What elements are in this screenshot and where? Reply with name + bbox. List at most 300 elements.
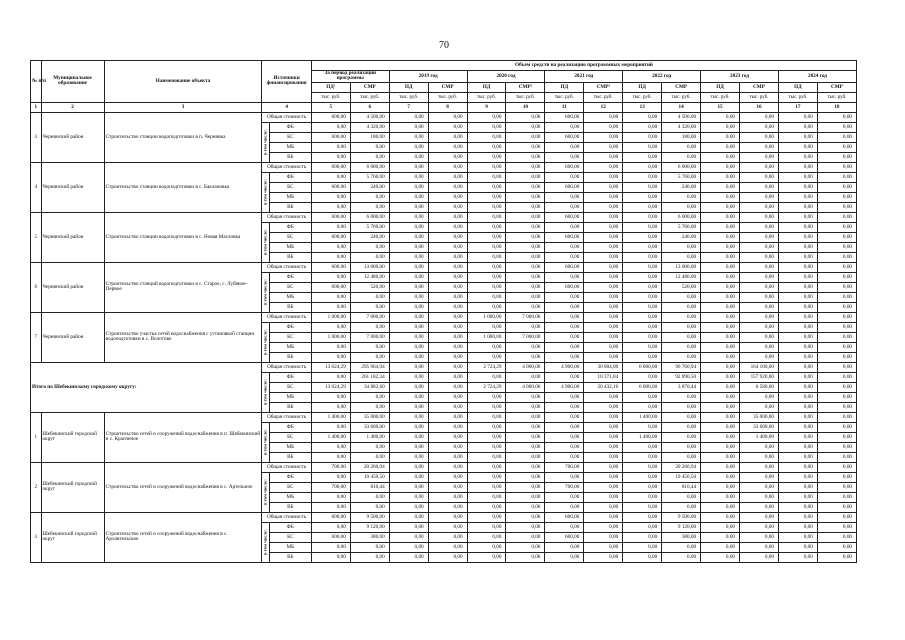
value-cell: 0,00	[467, 212, 506, 222]
value-cell: 0,00	[817, 482, 856, 492]
value-cell: 0,00	[584, 302, 623, 312]
pd-smr-header: ПД	[467, 82, 506, 92]
total-cost-label: Общая стоимость	[262, 512, 311, 522]
source-label: ВБ	[269, 152, 311, 162]
value-cell: 0,00	[389, 422, 428, 432]
value-cell: 0,00	[467, 482, 506, 492]
object-name: Строительство станции водоподготовки в п. Чернянка	[104, 112, 262, 162]
value-cell: 157 920,00	[740, 372, 779, 382]
value-cell: 0,00	[623, 182, 662, 192]
value-cell: 0,00	[389, 252, 428, 262]
value-cell: 0,00	[740, 222, 779, 232]
value-cell: 0,00	[389, 412, 428, 422]
pd-smr-header: СМР	[428, 82, 467, 92]
value-cell: 0,00	[584, 312, 623, 322]
value-cell: 0,00	[506, 342, 545, 352]
value-cell: 0,00	[311, 492, 350, 502]
year-header: 2022 год	[623, 71, 701, 83]
value-cell: 0,00	[778, 232, 817, 242]
value-cell: 0,00	[467, 262, 506, 272]
value-cell: 0,00	[817, 412, 856, 422]
value-cell: 600,00	[545, 232, 584, 242]
value-cell: 0,00	[817, 202, 856, 212]
units-header: тыс. руб.	[545, 92, 584, 102]
value-cell: 600,00	[311, 282, 350, 292]
value-cell: 0,00	[701, 472, 740, 482]
value-cell: 4 320,00	[662, 122, 701, 132]
value-cell: 0,00	[701, 502, 740, 512]
value-cell: 0,00	[662, 442, 701, 452]
value-cell: 0,00	[584, 222, 623, 232]
value-cell: 0,00	[740, 402, 779, 412]
value-cell: 0,00	[545, 142, 584, 152]
value-cell: 0,00	[467, 392, 506, 402]
value-cell: 0,00	[740, 162, 779, 172]
value-cell: 0,00	[623, 282, 662, 292]
value-cell: 0,00	[506, 402, 545, 412]
source-label: БС	[269, 132, 311, 142]
value-cell: 0,00	[817, 272, 856, 282]
value-cell: 0,00	[506, 522, 545, 532]
value-cell: 0,00	[584, 352, 623, 362]
value-cell: 0,00	[506, 292, 545, 302]
value-cell: 0,00	[623, 542, 662, 552]
value-cell: 0,00	[662, 342, 701, 352]
table-row	[31, 462, 857, 472]
value-cell: 0,00	[545, 242, 584, 252]
value-cell: 0,00	[662, 242, 701, 252]
value-cell: 0,00	[623, 132, 662, 142]
value-cell: 0,00	[778, 282, 817, 292]
value-cell: 0,00	[389, 202, 428, 212]
value-cell: 0,00	[817, 532, 856, 542]
value-cell: 0,00	[778, 322, 817, 332]
value-cell: 0,00	[428, 352, 467, 362]
value-cell: 1 400,00	[740, 432, 779, 442]
municipality-name: Шебекинский городской округ	[41, 512, 104, 562]
value-cell: 0,00	[428, 472, 467, 482]
value-cell: 0,00	[389, 332, 428, 342]
value-cell: 0,00	[506, 262, 545, 272]
value-cell: 0,00	[467, 472, 506, 482]
value-cell: 0,00	[389, 372, 428, 382]
object-name: Строительство сетей и сооружений водоснабжения в с. Архангельское	[104, 512, 262, 562]
value-cell: 380,00	[662, 532, 701, 542]
value-cell: 0,00	[389, 212, 428, 222]
value-cell: 0,00	[389, 452, 428, 462]
value-cell: 0,00	[311, 242, 350, 252]
source-label: МБ	[269, 192, 311, 202]
source-label: БС	[269, 482, 311, 492]
value-cell: 0,00	[389, 112, 428, 122]
value-cell: 0,00	[740, 512, 779, 522]
value-cell: 0,00	[817, 232, 856, 242]
row-number: 3	[31, 112, 42, 162]
value-cell: 0,00	[428, 202, 467, 212]
value-cell: 0,00	[778, 472, 817, 482]
value-cell: 0,00	[623, 452, 662, 462]
column-index-cell: 5	[311, 102, 350, 112]
value-cell: 0,00	[778, 262, 817, 272]
value-cell: 0,00	[467, 542, 506, 552]
value-cell: 0,00	[662, 502, 701, 512]
pd-smr-header: ПД	[389, 82, 428, 92]
value-cell: 240,00	[662, 182, 701, 192]
value-cell: 295 664,94	[350, 362, 389, 372]
value-cell: 0,00	[740, 342, 779, 352]
value-cell: 0,00	[311, 302, 350, 312]
col-number-header: № п/п	[31, 61, 42, 103]
value-cell: 0,00	[506, 212, 545, 222]
value-cell: 0,00	[467, 132, 506, 142]
value-cell: 0,00	[623, 472, 662, 482]
value-cell: 0,00	[701, 362, 740, 372]
value-cell: 0,00	[623, 322, 662, 332]
value-cell: 0,00	[701, 352, 740, 362]
value-cell: 4 000,00	[506, 362, 545, 372]
value-cell: 3 870,44	[662, 382, 701, 392]
pd-smr-header: СМР	[662, 82, 701, 92]
value-cell: 6 580,00	[740, 382, 779, 392]
value-cell: 0,00	[623, 112, 662, 122]
value-cell: 0,00	[778, 422, 817, 432]
value-cell: 0,00	[740, 552, 779, 562]
value-cell: 0,00	[584, 332, 623, 342]
value-cell: 0,00	[740, 282, 779, 292]
value-cell: 0,00	[506, 132, 545, 142]
value-cell: 6 000,00	[662, 162, 701, 172]
value-cell: 0,00	[740, 182, 779, 192]
value-cell: 0,00	[623, 262, 662, 272]
value-cell: 0,00	[701, 172, 740, 182]
value-cell: 0,00	[623, 222, 662, 232]
value-cell: 0,00	[778, 522, 817, 532]
value-cell: 0,00	[662, 152, 701, 162]
value-cell: 0,00	[506, 232, 545, 242]
value-cell: 0,00	[817, 322, 856, 332]
value-cell: 0,00	[545, 192, 584, 202]
table-row	[31, 162, 857, 172]
row-number: 1	[31, 412, 42, 462]
municipality-name: Шебекинский городской округ	[41, 412, 104, 462]
value-cell: 0,00	[817, 352, 856, 362]
value-cell: 0,00	[389, 182, 428, 192]
value-cell: 0,00	[817, 262, 856, 272]
value-cell: 0,00	[389, 342, 428, 352]
value-cell: 0,00	[817, 402, 856, 412]
value-cell: 0,00	[701, 332, 740, 342]
value-cell: 0,00	[350, 192, 389, 202]
value-cell: 0,00	[350, 242, 389, 252]
value-cell: 0,00	[817, 542, 856, 552]
source-label: МБ	[269, 142, 311, 152]
source-label: ФБ	[269, 422, 311, 432]
value-cell: 20 260,94	[350, 462, 389, 472]
value-cell: 0,00	[778, 242, 817, 252]
value-cell: 0,00	[467, 232, 506, 242]
value-cell: 0,00	[584, 132, 623, 142]
source-label: МБ	[269, 442, 311, 452]
value-cell: 0,00	[817, 342, 856, 352]
value-cell: 0,00	[428, 462, 467, 472]
value-cell: 0,00	[584, 512, 623, 522]
value-cell: 0,00	[389, 552, 428, 562]
table-row	[31, 312, 857, 322]
source-label: БС	[269, 232, 311, 242]
value-cell: 0,00	[467, 162, 506, 172]
value-cell: 34 882,60	[350, 382, 389, 392]
value-cell: 0,00	[701, 252, 740, 262]
value-cell: 0,00	[428, 222, 467, 232]
including-label: в том числе:	[262, 222, 269, 262]
value-cell: 0,00	[389, 122, 428, 132]
value-cell: 4 500,00	[350, 112, 389, 122]
value-cell: 0,00	[545, 342, 584, 352]
value-cell: 0,00	[506, 112, 545, 122]
value-cell: 20 432,16	[584, 382, 623, 392]
value-cell: 600,00	[311, 162, 350, 172]
value-cell: 0,00	[740, 132, 779, 142]
value-cell: 0,00	[506, 142, 545, 152]
value-cell: 0,00	[506, 352, 545, 362]
value-cell: 1 000,00	[467, 332, 506, 342]
municipality-name: Чернянский район	[41, 262, 104, 312]
value-cell: 1 000,00	[311, 332, 350, 342]
value-cell: 0,00	[389, 322, 428, 332]
value-cell: 0,00	[778, 392, 817, 402]
value-cell: 240,00	[662, 232, 701, 242]
value-cell: 0,00	[701, 452, 740, 462]
value-cell: 0,00	[778, 122, 817, 132]
units-header: тыс. руб.	[817, 92, 856, 102]
value-cell: 0,00	[467, 302, 506, 312]
value-cell: 0,00	[506, 472, 545, 482]
value-cell: 0,00	[428, 502, 467, 512]
value-cell: 0,00	[817, 362, 856, 372]
value-cell: 0,00	[467, 112, 506, 122]
object-name: Строительство сетей и сооружений водоснабжения в п. Шебекинский и с. Красненое	[104, 412, 262, 462]
subtotal-label: Итого по Шебекинскому городскому округу:	[31, 362, 262, 412]
value-cell: 0,00	[817, 372, 856, 382]
value-cell: 0,00	[545, 332, 584, 342]
value-cell: 0,00	[428, 512, 467, 522]
value-cell: 0,00	[740, 532, 779, 542]
value-cell: 0,00	[545, 522, 584, 532]
col-municipality-header: Муниципальное образование	[41, 61, 104, 103]
total-cost-label: Общая стоимость	[262, 212, 311, 222]
column-index-cell: 8	[428, 102, 467, 112]
value-cell: 0,00	[467, 202, 506, 212]
value-cell: 0,00	[506, 162, 545, 172]
value-cell: 0,00	[740, 122, 779, 132]
value-cell: 0,00	[389, 542, 428, 552]
value-cell: 0,00	[389, 132, 428, 142]
value-cell: 0,00	[623, 352, 662, 362]
value-cell: 0,00	[701, 392, 740, 402]
value-cell: 0,00	[701, 232, 740, 242]
value-cell: 240,00	[350, 182, 389, 192]
value-cell: 0,00	[778, 372, 817, 382]
value-cell: 0,00	[817, 142, 856, 152]
value-cell: 0,00	[778, 252, 817, 262]
value-cell: 0,00	[584, 412, 623, 422]
value-cell: 240,00	[350, 232, 389, 242]
value-cell: 12 480,00	[662, 272, 701, 282]
value-cell: 0,00	[701, 282, 740, 292]
value-cell: 0,00	[701, 162, 740, 172]
value-cell: 0,00	[817, 512, 856, 522]
value-cell: 9 500,00	[350, 512, 389, 522]
value-cell: 0,00	[545, 422, 584, 432]
value-cell: 600,00	[545, 212, 584, 222]
table-row	[31, 412, 857, 422]
object-name: Строительство станции водоподготовки в с. Баклановка	[104, 162, 262, 212]
value-cell: 0,00	[701, 542, 740, 552]
value-cell: 600,00	[545, 182, 584, 192]
value-cell: 0,00	[545, 152, 584, 162]
value-cell: 0,00	[506, 222, 545, 232]
source-label: ВБ	[269, 452, 311, 462]
value-cell: 12 480,00	[350, 272, 389, 282]
value-cell: 0,00	[817, 442, 856, 452]
table-body	[31, 112, 857, 562]
pd-smr-header: ПД	[778, 82, 817, 92]
value-cell: 0,00	[506, 492, 545, 502]
value-cell: 0,00	[467, 192, 506, 202]
value-cell: 5 760,00	[350, 222, 389, 232]
value-cell: 0,00	[701, 432, 740, 442]
value-cell: 0,00	[778, 342, 817, 352]
value-cell: 0,00	[701, 262, 740, 272]
value-cell: 0,00	[701, 482, 740, 492]
value-cell: 0,00	[584, 162, 623, 172]
value-cell: 0,00	[778, 462, 817, 472]
value-cell: 600,00	[311, 112, 350, 122]
value-cell: 7 000,00	[350, 332, 389, 342]
value-cell: 0,00	[389, 462, 428, 472]
value-cell: 0,00	[428, 362, 467, 372]
value-cell: 0,00	[545, 552, 584, 562]
value-cell: 700,00	[545, 462, 584, 472]
value-cell: 0,00	[701, 402, 740, 412]
value-cell: 0,00	[817, 252, 856, 262]
value-cell: 0,00	[545, 292, 584, 302]
value-cell: 0,00	[623, 502, 662, 512]
value-cell: 0,00	[467, 172, 506, 182]
value-cell: 0,00	[389, 492, 428, 502]
value-cell: 0,00	[428, 522, 467, 532]
value-cell: 0,00	[311, 502, 350, 512]
value-cell: 180,00	[662, 132, 701, 142]
source-label: МБ	[269, 392, 311, 402]
value-cell: 0,00	[506, 392, 545, 402]
value-cell: 0,00	[701, 202, 740, 212]
value-cell: 0,00	[584, 112, 623, 122]
value-cell: 0,00	[467, 152, 506, 162]
value-cell: 0,00	[428, 122, 467, 132]
value-cell: 0,00	[311, 402, 350, 412]
year-header: 2023 год	[701, 71, 779, 83]
value-cell: 0,00	[817, 172, 856, 182]
col-object-header: Наименование объекта	[104, 61, 262, 103]
value-cell: 0,00	[817, 522, 856, 532]
pd-smr-header: СМР	[350, 82, 389, 92]
value-cell: 0,00	[467, 292, 506, 302]
value-cell: 0,00	[817, 552, 856, 562]
value-cell: 0,00	[467, 252, 506, 262]
column-index-cell: 2	[41, 102, 104, 112]
value-cell: 0,00	[701, 192, 740, 202]
page-number: 70	[439, 40, 449, 51]
value-cell: 0,00	[506, 302, 545, 312]
value-cell: 0,00	[623, 232, 662, 242]
value-cell: 0,00	[467, 182, 506, 192]
value-cell: 0,00	[506, 252, 545, 262]
municipality-name: Чернянский район	[41, 312, 104, 362]
table-row	[31, 112, 857, 122]
value-cell: 0,00	[584, 232, 623, 242]
value-cell: 0,00	[623, 122, 662, 132]
value-cell: 0,00	[428, 452, 467, 462]
value-cell: 0,00	[740, 292, 779, 302]
value-cell: 0,00	[350, 402, 389, 412]
value-cell: 0,00	[506, 552, 545, 562]
value-cell: 0,00	[740, 202, 779, 212]
value-cell: 0,00	[662, 352, 701, 362]
value-cell: 0,00	[662, 322, 701, 332]
municipality-name: Чернянский район	[41, 112, 104, 162]
units-header: тыс. руб.	[662, 92, 701, 102]
group-title-header: Объем средств на реализацию программных мероприятий	[311, 61, 856, 71]
value-cell: 0,00	[545, 202, 584, 212]
value-cell: 0,00	[545, 372, 584, 382]
value-cell: 0,00	[817, 282, 856, 292]
value-cell: 0,00	[584, 432, 623, 442]
value-cell: 0,00	[389, 442, 428, 452]
value-cell: 0,00	[428, 272, 467, 282]
value-cell: 0,00	[584, 462, 623, 472]
value-cell: 600,00	[545, 532, 584, 542]
value-cell: 0,00	[428, 332, 467, 342]
value-cell: 0,00	[389, 262, 428, 272]
value-cell: 600,00	[545, 512, 584, 522]
value-cell: 0,00	[389, 292, 428, 302]
value-cell: 0,00	[662, 492, 701, 502]
source-label: БС	[269, 382, 311, 392]
value-cell: 6 000,00	[350, 212, 389, 222]
value-cell: 520,00	[662, 282, 701, 292]
period-total-header: За период реализации программы	[311, 71, 389, 83]
value-cell: 0,00	[506, 192, 545, 202]
value-cell: 0,00	[584, 292, 623, 302]
column-index-cell: 10	[506, 102, 545, 112]
value-cell: 0,00	[778, 542, 817, 552]
units-header: тыс. руб.	[778, 92, 817, 102]
value-cell: 0,00	[428, 432, 467, 442]
value-cell: 0,00	[467, 462, 506, 472]
value-cell: 0,00	[623, 142, 662, 152]
value-cell: 600,00	[311, 512, 350, 522]
value-cell: 0,00	[778, 502, 817, 512]
value-cell: 0,00	[506, 182, 545, 192]
value-cell: 0,00	[584, 152, 623, 162]
value-cell: 0,00	[545, 452, 584, 462]
value-cell: 0,00	[623, 162, 662, 172]
value-cell: 0,00	[701, 382, 740, 392]
value-cell: 0,00	[778, 142, 817, 152]
value-cell: 600,00	[545, 132, 584, 142]
value-cell: 0,00	[467, 432, 506, 442]
